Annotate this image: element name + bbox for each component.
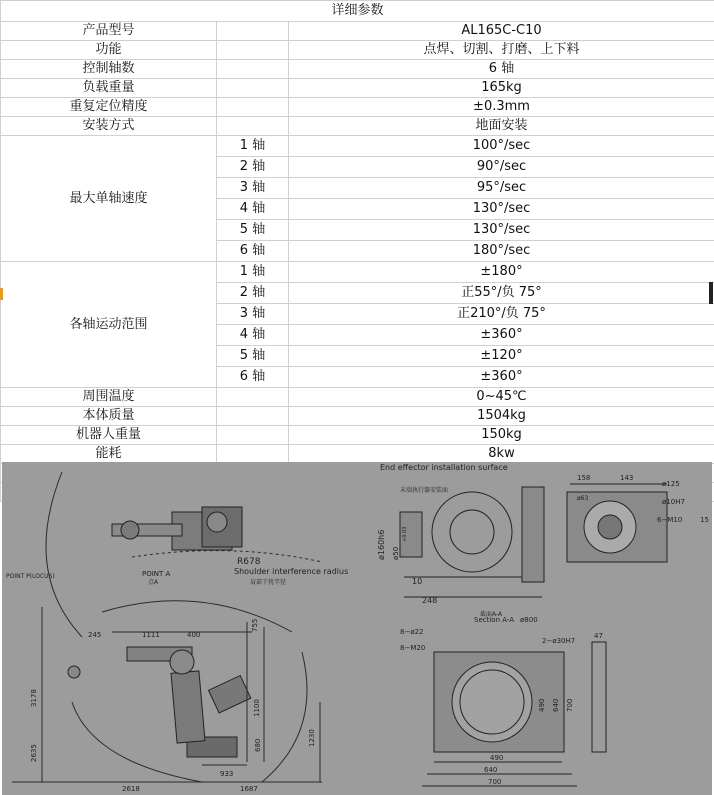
row-label: 功能 bbox=[1, 41, 217, 60]
label-245: 245 bbox=[88, 631, 102, 639]
row-label: 重复定位精度 bbox=[1, 98, 217, 117]
reach-arc bbox=[262, 652, 307, 782]
label-63: ø63 bbox=[577, 495, 589, 502]
label-125: ø125 bbox=[662, 480, 680, 488]
label-shoulder: Shoulder interference radius bbox=[234, 567, 349, 576]
label-15: 15 bbox=[700, 516, 709, 524]
table-row bbox=[1, 388, 714, 407]
label-640: 640 bbox=[484, 766, 498, 774]
reach-arc bbox=[46, 472, 82, 637]
shoulder-arc bbox=[132, 551, 322, 562]
row-label: 控制轴数 bbox=[1, 60, 217, 79]
label-end-effector-cn: 末端执行器安装面 bbox=[400, 487, 449, 494]
row-label: 机器人重量 bbox=[1, 426, 217, 445]
table-row bbox=[1, 407, 714, 426]
label-640-v: 640 bbox=[552, 698, 560, 712]
row-value: 0~45℃ bbox=[289, 388, 714, 407]
row-value: 150kg bbox=[289, 426, 714, 445]
row-value: 8kw bbox=[289, 445, 714, 464]
row-label: 产品型号 bbox=[1, 22, 217, 41]
axis-cell: 3 轴 bbox=[217, 304, 289, 325]
label-400: 400 bbox=[187, 631, 201, 639]
label-490-v: 490 bbox=[538, 698, 546, 712]
row-value: ±0.3mm bbox=[289, 98, 714, 117]
axis-value: 180°/sec bbox=[289, 241, 714, 262]
table-row bbox=[1, 41, 714, 60]
label-section-cn: 截面A-A bbox=[480, 611, 503, 618]
label-point-a: POINT A bbox=[142, 570, 171, 578]
robot-side-view bbox=[68, 647, 251, 757]
label-933: 933 bbox=[220, 770, 234, 778]
row-value: AL165C-C10 bbox=[289, 22, 714, 41]
label-1100: 1100 bbox=[253, 699, 261, 717]
row-label: 本体质量 bbox=[1, 407, 217, 426]
table-row bbox=[1, 262, 714, 283]
robot-top-view bbox=[112, 507, 242, 550]
axis-value: 130°/sec bbox=[289, 220, 714, 241]
axis-value: 95°/sec bbox=[289, 178, 714, 199]
label-158: 158 bbox=[577, 474, 591, 482]
row-value: 地面安装 bbox=[289, 117, 714, 136]
table-row bbox=[1, 136, 714, 157]
axis-value: ±360° bbox=[289, 325, 714, 346]
axis-value: 正210°/负 75° bbox=[289, 304, 714, 325]
label-30h7: 2−ø30H7 bbox=[542, 637, 576, 645]
axis-value: 100°/sec bbox=[289, 136, 714, 157]
row-value: 165kg bbox=[289, 79, 714, 98]
row-value: 6 轴 bbox=[289, 60, 714, 79]
label-shoulder-cn: 肩部干扰半径 bbox=[250, 579, 287, 586]
row-value: 1504kg bbox=[289, 407, 714, 426]
drawing-svg bbox=[2, 462, 712, 795]
axis-cell: 3 轴 bbox=[217, 178, 289, 199]
label-800: ø800 bbox=[520, 616, 538, 624]
work-range-drawing bbox=[2, 462, 712, 795]
label-248: 248 bbox=[422, 596, 438, 605]
label-m20: 8−M20 bbox=[400, 644, 426, 652]
label-50: ø50 bbox=[392, 546, 400, 560]
table-row bbox=[1, 98, 714, 117]
label-700: 700 bbox=[488, 778, 502, 786]
label-3178: 3178 bbox=[30, 689, 38, 707]
label-143: 143 bbox=[620, 474, 634, 482]
table-row bbox=[1, 79, 714, 98]
axis-cell: 5 轴 bbox=[217, 220, 289, 241]
label-m10: 6−M10 bbox=[657, 516, 683, 524]
label-755: 755 bbox=[251, 618, 259, 632]
spec-title: 详细参数 bbox=[1, 1, 714, 22]
label-1687: 1687 bbox=[240, 785, 258, 793]
scroll-marker bbox=[709, 282, 713, 304]
label-490: 490 bbox=[490, 754, 504, 762]
axis-cell: 4 轴 bbox=[217, 325, 289, 346]
label-point-p: POINT P(LOCUS) bbox=[6, 573, 55, 580]
axis-value: 正55°/负 75° bbox=[289, 283, 714, 304]
base-section-view bbox=[422, 642, 606, 786]
group-label-speed: 最大单轴速度 bbox=[1, 136, 217, 262]
axis-cell: 1 轴 bbox=[217, 262, 289, 283]
table-row bbox=[1, 426, 714, 445]
axis-value: ±180° bbox=[289, 262, 714, 283]
group-label-range: 各轴运动范围 bbox=[1, 262, 217, 388]
label-end-effector: End effector installation surface bbox=[380, 463, 508, 472]
table-row bbox=[1, 117, 714, 136]
label-22: 8−ø22 bbox=[400, 628, 424, 636]
label-section: Section A-A bbox=[474, 616, 515, 624]
axis-value: ±120° bbox=[289, 346, 714, 367]
axis-cell: 1 轴 bbox=[217, 136, 289, 157]
axis-cell: 4 轴 bbox=[217, 199, 289, 220]
row-label: 能耗 bbox=[1, 445, 217, 464]
row-label: 负载重量 bbox=[1, 79, 217, 98]
label-47: 47 bbox=[594, 632, 603, 640]
axis-value: 130°/sec bbox=[289, 199, 714, 220]
label-r678: R678 bbox=[237, 557, 261, 567]
edge-marker bbox=[0, 288, 3, 300]
label-003: +0.03 bbox=[402, 526, 408, 542]
axis-cell: 5 轴 bbox=[217, 346, 289, 367]
axis-cell: 6 轴 bbox=[217, 241, 289, 262]
row-label: 安装方式 bbox=[1, 117, 217, 136]
label-10h7: ø10H7 bbox=[662, 498, 685, 506]
table-row bbox=[1, 22, 714, 41]
axis-cell: 2 轴 bbox=[217, 283, 289, 304]
axis-value: 90°/sec bbox=[289, 157, 714, 178]
axis-cell: 2 轴 bbox=[217, 157, 289, 178]
axis-value: ±360° bbox=[289, 367, 714, 388]
label-point-a-cn: 点A bbox=[148, 579, 159, 586]
row-value: 点焊、切割、打磨、上下料 bbox=[289, 41, 714, 60]
table-row bbox=[1, 445, 714, 464]
label-10: 10 bbox=[412, 577, 423, 586]
label-680: 680 bbox=[254, 738, 262, 752]
label-700-v: 700 bbox=[566, 698, 574, 712]
axis-cell: 6 轴 bbox=[217, 367, 289, 388]
row-label: 周围温度 bbox=[1, 388, 217, 407]
label-1111: 1111 bbox=[142, 631, 160, 639]
table-row bbox=[1, 60, 714, 79]
label-1230: 1230 bbox=[308, 729, 316, 747]
label-2618: 2618 bbox=[122, 785, 140, 793]
label-160h6: ø160h6 bbox=[377, 529, 386, 560]
label-2635: 2635 bbox=[30, 744, 38, 762]
